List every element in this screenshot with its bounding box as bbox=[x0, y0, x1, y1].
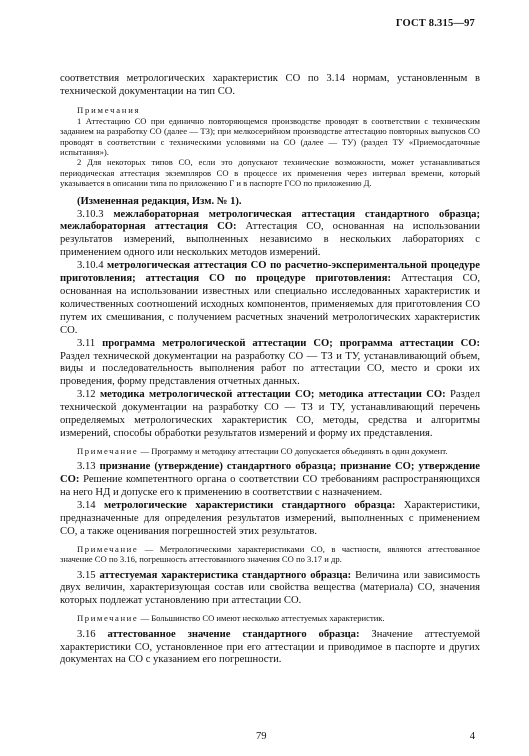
section-3-15 bbox=[60, 570, 480, 609]
section-number: 3.16 bbox=[77, 628, 96, 640]
edition-note bbox=[60, 196, 480, 209]
term-definition: признание (утверждение) стандартного образца; признание СО; утверждение СО: bbox=[60, 461, 480, 486]
note-label: Примечание bbox=[77, 445, 139, 456]
section-3-14 bbox=[60, 500, 480, 539]
term-definition: метрологические характеристики стандартного образца: bbox=[104, 500, 396, 511]
term-definition: межлабораторная метрологическая аттестация стандартного образца; межлабораторная аттестация СО: bbox=[60, 208, 480, 233]
note-section-3-14 bbox=[60, 544, 480, 565]
term-definition: метрологическая аттестация СО по расчетно-экспериментальной процедуре приготовления; аттестация СО по процедуре приготовления: bbox=[60, 260, 480, 285]
page-content bbox=[60, 73, 480, 667]
note-label: Примечание bbox=[77, 613, 139, 624]
edition-label: (Измененная редакция, Изм. № 1). bbox=[77, 195, 242, 207]
section-3-16 bbox=[60, 629, 480, 668]
document-code: ГОСТ 8.315—97 bbox=[395, 18, 475, 29]
section-number: 3.14 bbox=[77, 500, 96, 511]
section-3-10-3 bbox=[60, 209, 480, 261]
section-text: Характеристики, предназначенные для определения результатов измерений, выполненных с применением СО, а также оценивания погрешностей этих результатов. bbox=[60, 500, 480, 537]
section-text: Значение аттестуемой характеристики СО, установленное при его аттестации и приводимое в паспорте и других документах на СО с указанием его погрешности. bbox=[60, 628, 481, 666]
term-definition: аттестованное значение стандартного образца: bbox=[107, 628, 360, 640]
section-number: 3.12 bbox=[77, 389, 96, 401]
note-text: — Метрологическими характеристиками СО, в частности, являются аттестованное значение СО по 3.16, погрешность аттестованного значения СО по 3.17 и др. bbox=[60, 543, 480, 565]
note-2: 2 Для некоторых типов СО, если это допускают технические возможности, может устанавливаться периодическая аттестация экземпляров СО в процессе их применения через интервал времени, который указывается в описании типа по приложению Г и в паспорте ГСО по приложению Д. bbox=[60, 157, 480, 189]
section-number: 3.15 bbox=[77, 569, 96, 581]
section-text: Раздел технической документации на разработку СО — ТЗ и ТУ, устанавливающий объем, виды и последовательность выполнения работ по аттестации СО, место и сроки их проведения, форму представления отчетных данных. bbox=[60, 350, 480, 388]
paragraph-continuation: соответствия метрологических характеристик СО по 3.14 нормам, установленным в технической документации на тип СО. bbox=[60, 73, 480, 97]
section-3-10-4 bbox=[60, 260, 480, 337]
section-text: Величина или зависимость двух величин, характеризующая состав или свойства вещества (материала) СО, значения которых подлежат установлению при аттестации СО. bbox=[60, 569, 480, 607]
note-label: Примечание bbox=[77, 543, 139, 554]
section-number: 3.11 bbox=[77, 337, 96, 349]
section-number: 3.10.4 bbox=[77, 260, 104, 272]
term-definition: аттестуемая характеристика стандартного образца: bbox=[99, 569, 352, 581]
section-3-11 bbox=[60, 338, 480, 390]
term-definition: программа метрологической аттестации СО; программа аттестации СО: bbox=[102, 337, 480, 349]
section-3-13 bbox=[60, 461, 480, 500]
note-section-3-15 bbox=[60, 613, 480, 623]
notes-heading: Примечания bbox=[77, 104, 141, 115]
section-text: Решение компетентного органа о соответствии СО требованиям распространяющихся на него НД и допуске его к применению в соответствии с назначением. bbox=[60, 474, 480, 499]
page-number-right: 4 bbox=[469, 731, 475, 742]
section-text: Раздел технической документации на разработку СО — ТЗ и ТУ, устанавливающий перечень определяемых метрологических характеристик СО, методы, средства и алгоритмы измерений, способы обработки результатов измерений и форму их представления. bbox=[60, 389, 480, 439]
term-definition: методика метрологической аттестации СО; методика аттестации СО: bbox=[99, 389, 446, 401]
note-text: — Программу и методику аттестации СО допускается объединять в один документ. bbox=[138, 445, 448, 456]
note-1: 1 Аттестацию СО при единично повторяющемся производстве проводят в соответствии с техническим заданием на разработку СО (далее — ТЗ); при мелкосерийном производстве аттестацию повторных выпусков СО проводят в соответствии с техническими условиями на СО (далее — ТУ) (раздел ТУ «Приемосдаточные испытания»). bbox=[60, 115, 480, 158]
note-text: — Большинство СО имеют несколько аттестуемых характеристик. bbox=[138, 613, 385, 624]
note-section-3-12 bbox=[60, 446, 480, 456]
section-number: 3.10.3 bbox=[77, 208, 104, 220]
page-number-center: 79 bbox=[256, 731, 267, 742]
section-text: Аттестация СО, основанная на использовании результатов измерений, выполненных независимо в нескольких лабораториях с применением одного или нескольких методов измерений. bbox=[60, 221, 481, 259]
section-number: 3.13 bbox=[77, 461, 96, 473]
section-text: Аттестация СО, основанная на использовании известных или специально исследованных характеристик и количественных соотношений исходных компонентов, применяемых для приготовления СО путем их смешивания, с получением расчетных значений метрологических характеристик СО. bbox=[60, 273, 480, 336]
section-3-12 bbox=[60, 389, 480, 441]
